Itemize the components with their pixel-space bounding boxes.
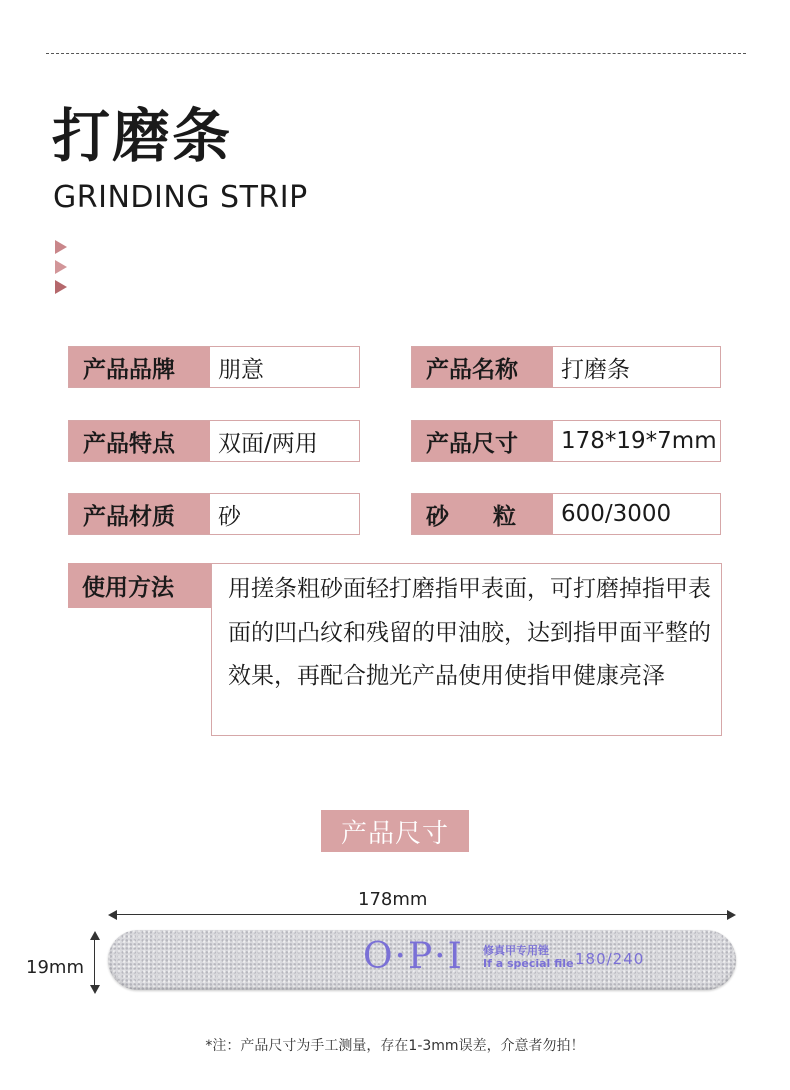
strip-grit-label: 180/240 (575, 950, 645, 968)
spec-material (68, 493, 360, 535)
strip-label (483, 944, 574, 970)
triangle-right-icon (55, 280, 67, 294)
spec-feature-label: 产品特点 (69, 421, 210, 461)
spec-name-label: 产品名称 (412, 347, 553, 387)
spec-feature (68, 420, 360, 462)
product-strip-image (108, 930, 736, 990)
spec-material-value: 砂 (218, 503, 241, 530)
usage-text: 用搓条粗砂面轻打磨指甲表面，可打磨掉指甲表面的凹凸纹和残留的甲油胶，达到指甲面平整的效果，再配合抛光产品使用使指甲健康亮泽 (211, 563, 722, 736)
arrow-left-icon (108, 910, 117, 920)
spec-brand-value: 朋意 (218, 356, 264, 383)
spec-name-value: 打磨条 (561, 356, 630, 383)
spec-name (411, 346, 721, 388)
triangle-right-icon (55, 260, 67, 274)
length-label: 178mm (358, 889, 428, 910)
page-title: 打磨条 (52, 102, 233, 170)
spec-grit (411, 493, 721, 535)
spec-grit-value: 600/3000 (561, 501, 672, 527)
strip-label-line2: If a special file (483, 957, 574, 971)
width-label: 19mm (26, 957, 84, 978)
page-subtitle: GRINDING STRIP (53, 180, 308, 215)
length-line (110, 914, 734, 915)
decorative-arrows (55, 240, 67, 300)
spec-material-label: 产品材质 (69, 494, 210, 534)
spec-brand (68, 346, 360, 388)
strip-brand-logo: O·P·I (363, 936, 464, 977)
arrow-down-icon (90, 985, 100, 994)
spec-size-label: 产品尺寸 (412, 421, 553, 461)
strip-label-line1: 修真甲专用锉 (483, 944, 549, 957)
arrow-right-icon (727, 910, 736, 920)
spec-grit-label: 砂粒 (412, 494, 553, 534)
top-dashed-divider (46, 53, 746, 54)
spec-feature-value: 双面/两用 (218, 430, 318, 457)
usage-label: 使用方法 (68, 563, 211, 608)
arrow-up-icon (90, 931, 100, 940)
measurement-note: *注：产品尺寸为手工测量，存在1-3mm误差，介意者勿拍！ (205, 1038, 585, 1054)
spec-size (411, 420, 721, 462)
spec-brand-label: 产品品牌 (69, 347, 210, 387)
size-section-title: 产品尺寸 (321, 810, 469, 852)
width-line (94, 934, 95, 992)
spec-size-value: 178*19*7mm (561, 428, 717, 454)
triangle-right-icon (55, 240, 67, 254)
